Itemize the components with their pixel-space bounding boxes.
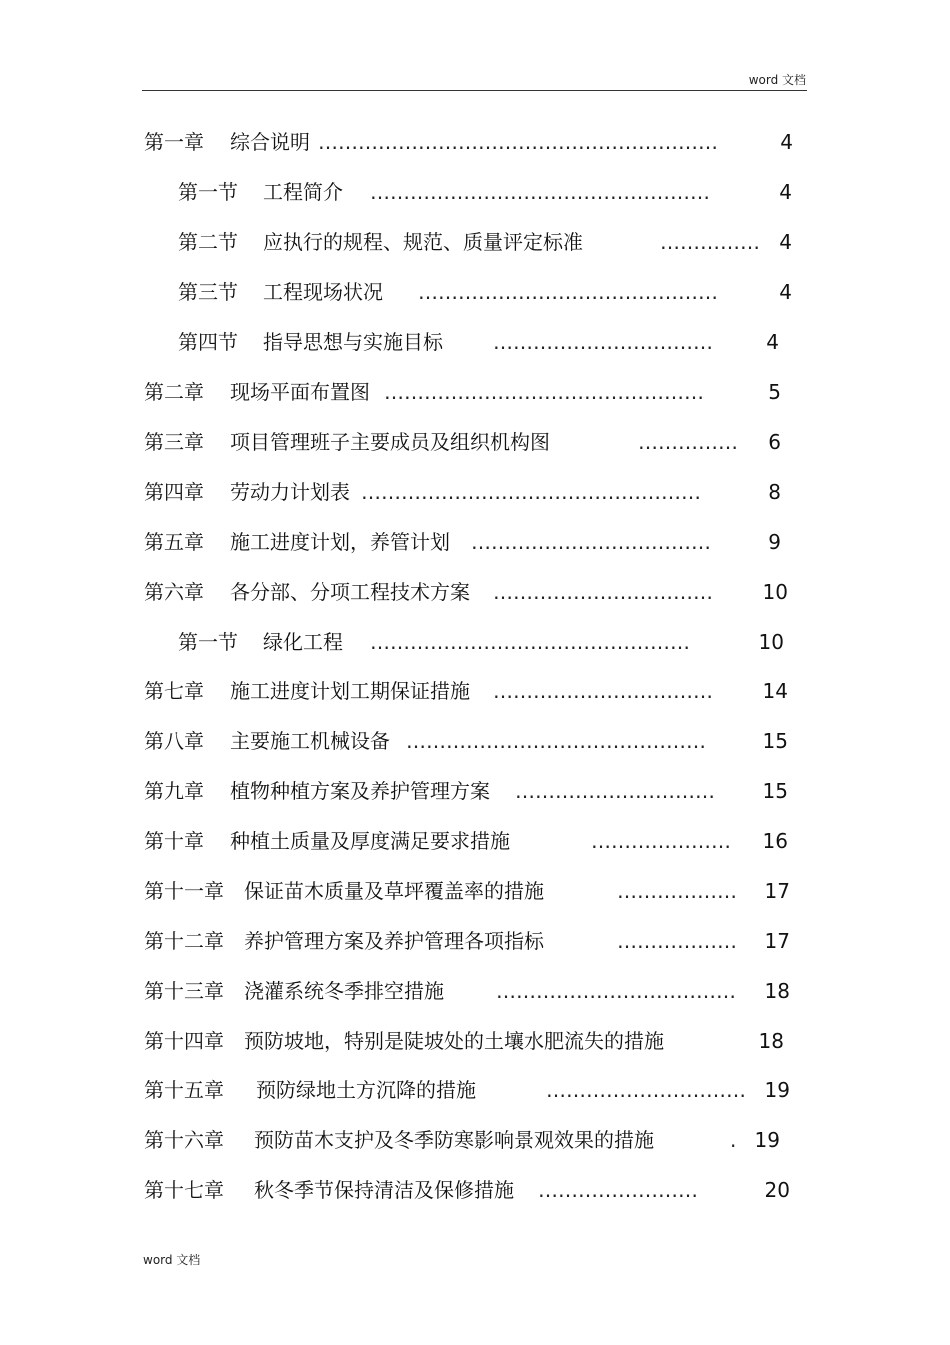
- toc-entry-title: 秋冬季节保持清洁及保修措施: [254, 1178, 514, 1202]
- toc-entry[interactable]: [0, 277, 950, 307]
- toc-entry[interactable]: [0, 177, 950, 207]
- toc-entry[interactable]: [0, 327, 950, 357]
- toc-entry-leader: .: [730, 1128, 737, 1152]
- toc-entry-title: 种植土质量及厚度满足要求措施: [230, 829, 510, 853]
- toc-entry-page: 4: [779, 230, 792, 254]
- toc-entry[interactable]: [0, 926, 950, 956]
- toc-entry-number: 第十一章: [144, 879, 224, 903]
- toc-entry-title: 预防绿地土方沉降的措施: [256, 1078, 476, 1102]
- toc-entry-page: 5: [768, 380, 781, 404]
- toc-entry-leader: ………………: [617, 929, 737, 953]
- toc-entry-number: 第十二章: [144, 929, 224, 953]
- toc-entry-number: 第十七章: [144, 1178, 224, 1202]
- toc-entry[interactable]: [0, 726, 950, 756]
- toc-entry-title: 应执行的规程、规范、质量评定标准: [263, 230, 583, 254]
- toc-entry-leader: ………………………………: [471, 530, 711, 554]
- toc-entry-number: 第四节: [178, 330, 238, 354]
- toc-entry-leader: ……………………: [538, 1178, 698, 1202]
- toc-entry-title: 工程现场状况: [263, 280, 383, 304]
- toc-entry[interactable]: [0, 527, 950, 557]
- toc-entry-page: 17: [764, 879, 790, 903]
- toc-entry-page: 4: [780, 130, 793, 154]
- toc-entry[interactable]: [0, 577, 950, 607]
- toc-entry-leader: ……………………………………………: [361, 480, 701, 504]
- toc-entry-page: 15: [762, 779, 788, 803]
- toc-entry-leader: …………………: [591, 829, 731, 853]
- toc-entry-title: 保证苗木质量及草坪覆盖率的措施: [244, 879, 544, 903]
- toc-entry-page: 4: [766, 330, 779, 354]
- toc-entry-leader: ………………………………: [496, 979, 736, 1003]
- toc-entry-page: 8: [768, 480, 781, 504]
- toc-entry-page: 19: [754, 1128, 780, 1152]
- toc-entry[interactable]: [0, 876, 950, 906]
- toc-entry-title: 预防苗木支护及冬季防寒影响景观效果的措施: [254, 1128, 654, 1152]
- toc-entry-page: 18: [758, 1029, 784, 1053]
- toc-entry[interactable]: [0, 976, 950, 1006]
- toc-entry[interactable]: [0, 1026, 950, 1056]
- toc-entry[interactable]: [0, 776, 950, 806]
- toc-entry-page: 17: [764, 929, 790, 953]
- toc-entry[interactable]: [0, 1075, 950, 1105]
- toc-entry-number: 第二章: [144, 380, 204, 404]
- toc-entry[interactable]: [0, 627, 950, 657]
- toc-entry-leader: …………………………: [546, 1078, 746, 1102]
- toc-entry-page: 20: [764, 1178, 790, 1202]
- toc-entry-number: 第二节: [178, 230, 238, 254]
- toc-entry-title: 施工进度计划工期保证措施: [230, 679, 470, 703]
- toc-entry-leader: ……………: [638, 430, 738, 454]
- toc-entry-page: 4: [779, 280, 792, 304]
- toc-entry-title: 工程简介: [263, 180, 343, 204]
- toc-entry-leader: ……………………………: [493, 679, 713, 703]
- toc-entry[interactable]: [0, 427, 950, 457]
- toc-entry-number: 第一节: [178, 180, 238, 204]
- toc-entry-number: 第七章: [144, 679, 204, 703]
- toc-entry-page: 4: [779, 180, 792, 204]
- toc-entry-number: 第五章: [144, 530, 204, 554]
- toc-entry-leader: ……………………………: [493, 580, 713, 604]
- toc-entry-title: 综合说明: [230, 130, 310, 154]
- toc-entry-number: 第十四章: [144, 1029, 224, 1053]
- toc-entry-title: 各分部、分项工程技术方案: [230, 580, 470, 604]
- toc-entry-number: 第九章: [144, 779, 204, 803]
- toc-entry-leader: ……………………………………………: [370, 180, 710, 204]
- toc-entry-number: 第一节: [178, 630, 238, 654]
- toc-entry-title: 指导思想与实施目标: [263, 330, 443, 354]
- toc-entry-page: 10: [758, 630, 784, 654]
- toc-entry[interactable]: [0, 127, 950, 157]
- toc-entry-number: 第十章: [144, 829, 204, 853]
- toc-entry-leader: ……………………………: [493, 330, 713, 354]
- toc-entry-leader: ……………: [660, 230, 760, 254]
- toc-entry-title: 绿化工程: [263, 630, 343, 654]
- toc-entry-page: 6: [768, 430, 781, 454]
- toc-entry-leader: ……………………………………………………: [318, 130, 718, 154]
- toc-entry-title: 现场平面布置图: [230, 380, 370, 404]
- toc-entry[interactable]: [0, 227, 950, 257]
- toc-entry-number: 第一章: [144, 130, 204, 154]
- toc-entry-number: 第十三章: [144, 979, 224, 1003]
- toc-entry-leader: …………………………: [515, 779, 715, 803]
- toc-entry-leader: …………………………………………: [370, 630, 690, 654]
- page-footer-label: word 文档: [143, 1253, 201, 1267]
- toc-entry-title: 项目管理班子主要成员及组织机构图: [230, 430, 550, 454]
- toc-entry-page: 9: [768, 530, 781, 554]
- toc-entry-number: 第十五章: [144, 1078, 224, 1102]
- toc-entry[interactable]: [0, 1125, 950, 1155]
- toc-entry[interactable]: [0, 1175, 950, 1205]
- page-header-label: word 文档: [748, 73, 806, 87]
- toc-entry-number: 第十六章: [144, 1128, 224, 1152]
- toc-entry-leader: …………………………………………: [384, 380, 704, 404]
- toc-entry[interactable]: [0, 826, 950, 856]
- toc-entry-title: 主要施工机械设备: [230, 729, 390, 753]
- toc-entry-title: 养护管理方案及养护管理各项指标: [244, 929, 544, 953]
- toc-entry-leader: ………………: [617, 879, 737, 903]
- toc-entry[interactable]: [0, 377, 950, 407]
- toc-entry-page: 15: [762, 729, 788, 753]
- toc-entry-page: 18: [764, 979, 790, 1003]
- toc-entry-number: 第四章: [144, 480, 204, 504]
- toc-entry-leader: ………………………………………: [406, 729, 706, 753]
- toc-entry-number: 第八章: [144, 729, 204, 753]
- toc-entry-leader: ………………………………………: [418, 280, 718, 304]
- toc-entry-title: 预防坡地，特别是陡坡处的土壤水肥流失的措施: [244, 1029, 664, 1053]
- toc-entry-page: 19: [764, 1078, 790, 1102]
- toc-entry-page: 16: [762, 829, 788, 853]
- toc-entry[interactable]: [0, 676, 950, 706]
- toc-entry-page: 14: [762, 679, 788, 703]
- toc-entry-title: 劳动力计划表: [230, 480, 350, 504]
- toc-entry-title: 浇灌系统冬季排空措施: [244, 979, 444, 1003]
- toc-entry-title: 施工进度计划，养管计划: [230, 530, 450, 554]
- toc-entry[interactable]: [0, 477, 950, 507]
- toc-entry-number: 第三章: [144, 430, 204, 454]
- toc-entry-number: 第三节: [178, 280, 238, 304]
- toc-entry-page: 10: [762, 580, 788, 604]
- toc-entry-title: 植物种植方案及养护管理方案: [230, 779, 490, 803]
- toc-entry-number: 第六章: [144, 580, 204, 604]
